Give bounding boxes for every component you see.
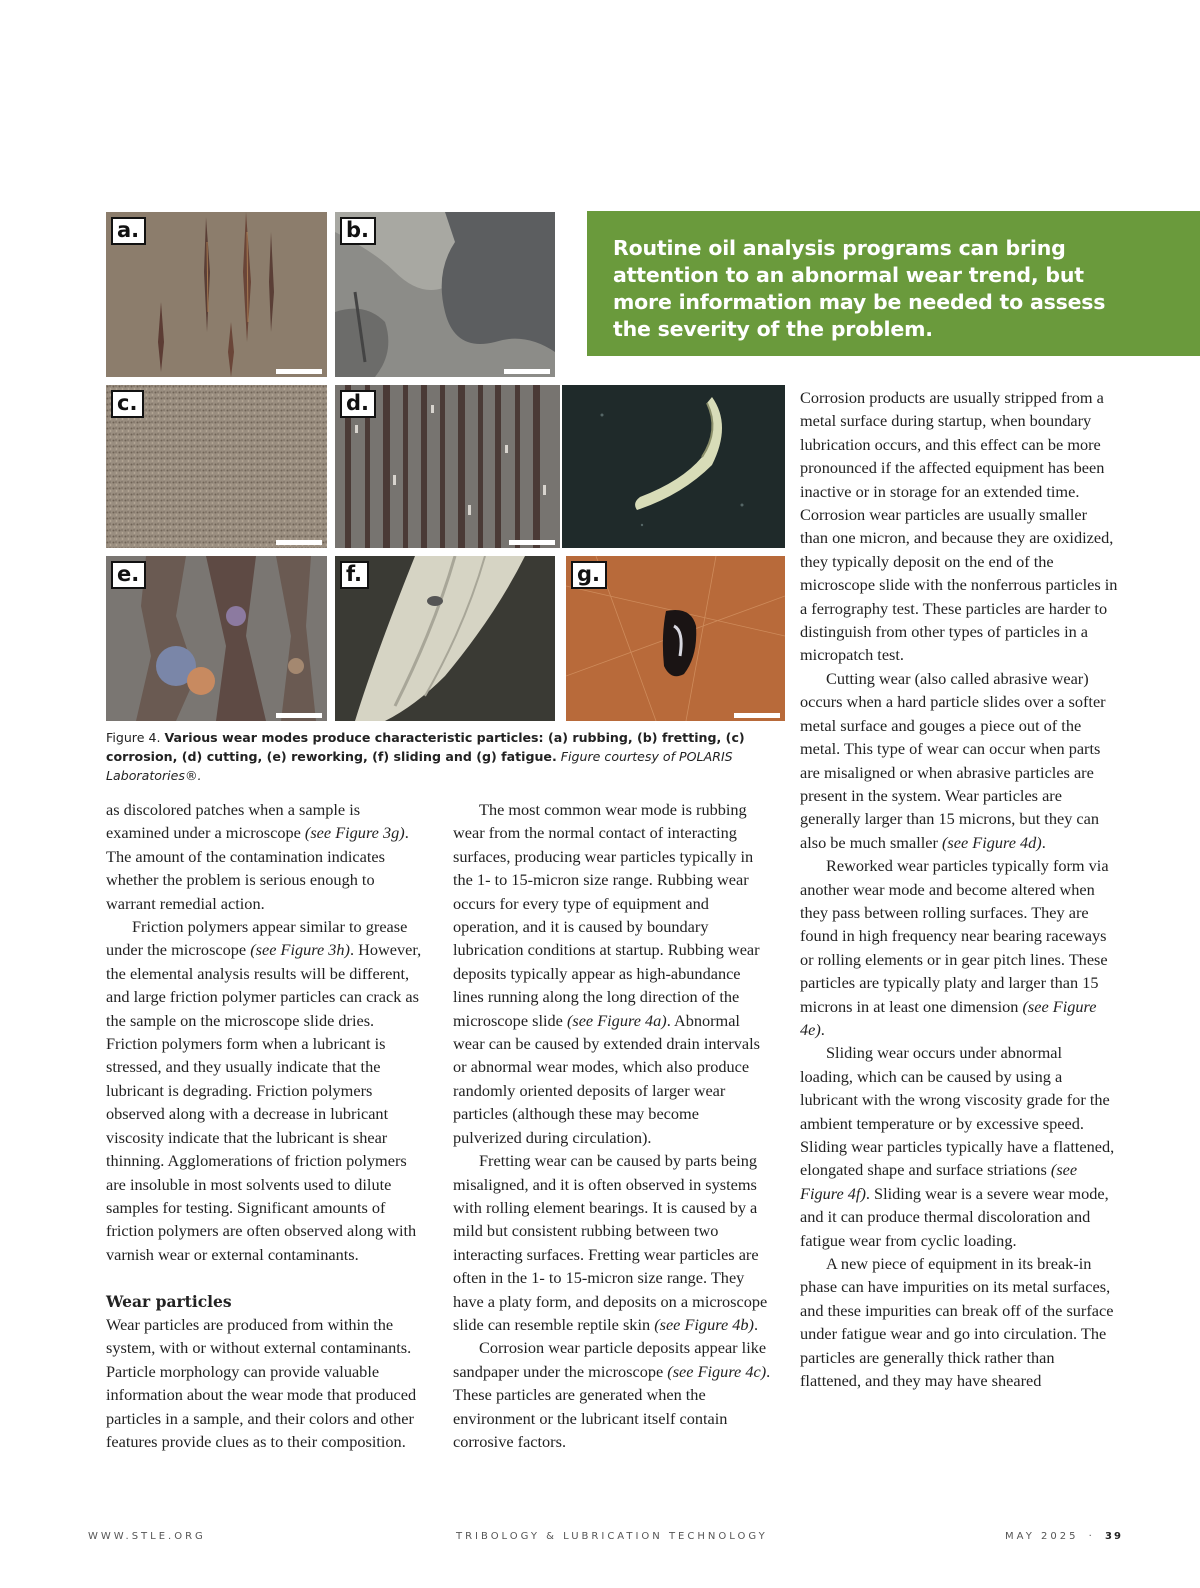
figure-reference: (see Figure 4f): [800, 1160, 1078, 1203]
micrograph-d-cutting: [335, 385, 560, 548]
col3-paragraph-3: [800, 854, 1118, 1041]
col2-paragraph-1: [453, 798, 771, 1149]
col1-paragraph-3: [106, 1313, 426, 1453]
micrograph-b-fretting: [335, 212, 555, 377]
scale-bar-g: [734, 713, 780, 718]
scale-bar-e: [276, 713, 322, 718]
micrograph-g-fatigue: [566, 556, 785, 721]
text-run: . These particles are generated when the environment or the lubricant itself contain corrosive factors.: [453, 1361, 771, 1451]
footer-issue: [1005, 1531, 1123, 1542]
text-run: Wear particles are produced from within the system, with or without external contaminants. Particle morphology can provide valuable information about the wear mode that produced particles in a sample, and their colors and other features provide clues as to their composition.: [106, 1314, 417, 1451]
panel-label-c: c.: [111, 390, 144, 418]
text-column-1: [106, 798, 426, 1453]
figure-reference: (see Figure 3g): [304, 823, 405, 843]
micrograph-cutting-detail: [562, 385, 785, 548]
figure-reference: (see Figure 4a): [566, 1010, 667, 1030]
scale-bar-b: [504, 369, 550, 374]
text-column-3: [800, 386, 1118, 1392]
scale-bar-a: [276, 369, 322, 374]
col2-paragraph-2: [453, 1149, 771, 1336]
footer-separator: ·: [1088, 1531, 1095, 1542]
text-run: as discolored patches when a sample is examined under a microscope: [106, 800, 361, 843]
text-run: Sliding wear occurs under abnormal loading, which can be caused by using a lubricant with the wrong viscosity grade for the ambient temperature or by excessive speed. Sliding wear particles typically have a flattened, elongated shape and surface striations: [800, 1043, 1115, 1180]
col3-paragraph-4: [800, 1041, 1118, 1252]
panel-label-a: a.: [111, 217, 146, 245]
col3-paragraph-2: [800, 667, 1118, 854]
text-run: .: [820, 1019, 825, 1039]
text-run: Reworked wear particles typically form via another wear mode and become altered when they pass between rolling surfaces. They are found in high frequency near bearing raceways or rolling elements or in gear pitch lines. These particles are typically platy and larger than 15 microns in at least one dimension: [800, 856, 1109, 1016]
caption-prefix: Figure 4.: [106, 730, 165, 745]
figure-reference: (see Figure 4c): [667, 1361, 767, 1381]
text-run: The most common wear mode is rubbing wear from the normal contact of interacting surfaces, producing wear particles typically in the 1- to 15-micron size range. Rubbing wear occurs for every type of equipment and operation, and it is caused by boundary lubrication conditions at startup. Rubbing wear deposits typically appear as high-abundance lines running along the long direction of the microscope slide: [453, 800, 760, 1030]
col2-paragraph-3: [453, 1336, 771, 1453]
text-run: . However, the elemental analysis results will be different, and large friction polymer particles can crack as the sample on the microscope slide dries. Friction polymers form when a lubricant is stressed, and they usually indicate that the lubricant is degrading. Friction polymers observed along with a decrease in lubricant viscosity indicate that the lubricant is shear thinning. Agglomerations of friction polymers are insoluble in most solvents used to dilute samples for testing. Significant amounts of friction polymers are often observed along with varnish wear or external contaminants.: [106, 940, 422, 1264]
micrograph-e-reworking: [106, 556, 327, 721]
text-run: . Sliding wear is a severe wear mode, and it can produce thermal discoloration and fatigue wear from cyclic loading.: [800, 1183, 1109, 1250]
section-heading-wear-particles: Wear particles: [106, 1291, 232, 1311]
col3-paragraph-1: [800, 386, 1118, 667]
text-run: .: [1041, 832, 1046, 852]
figure-reference: (see Figure 3h): [250, 940, 350, 960]
footer-date: MAY 2025: [1005, 1531, 1079, 1542]
text-run: Corrosion products are usually stripped from a metal surface during startup, when boundary lubrication occurs, and this effect can be more pronounced if the affected equipment has been inactive or in storage for an extended time. Corrosion wear particles are usually smaller than one micron, and because they are oxidized, they typically deposit on the end of the microscope slide with the nonferrous particles in a ferrography test. These particles are harder to distinguish from other types of particles in a micropatch test.: [800, 388, 1118, 665]
scale-bar-d: [509, 540, 555, 545]
panel-label-f: f.: [340, 561, 369, 589]
footer-website: WWW.STLE.ORG: [88, 1531, 206, 1542]
panel-label-b: b.: [340, 217, 376, 245]
text-run: Fretting wear can be caused by parts being misaligned, and it is often observed in systems with rolling element bearings. It is caused by a mild but consistent rubbing between two interacting surfaces. Fretting wear particles are often in the 1- to 15-micron size range. They have a platy form, and deposits on a microscope slide can resemble reptile skin: [453, 1151, 768, 1334]
figure-reference: (see Figure 4b): [654, 1314, 754, 1334]
figure-caption: [106, 728, 786, 785]
col1-paragraph-1: [106, 798, 426, 915]
figure-reference: (see Figure 4e): [800, 996, 1097, 1039]
caption-description: Various wear modes produce characteristic particles: (a) rubbing, (b) fretting, (c) corrosion, (d) cutting, (e) reworking, (f) sliding and (g) fatigue.: [106, 730, 745, 764]
text-run: Cutting wear (also called abrasive wear) occurs when a hard particle slides over a softer metal surface and gouges a piece out of the metal. This type of wear can occur when parts are misaligned or when abrasive particles are present in the system. Wear particles are generally larger than 15 microns, but they can also be much smaller: [800, 668, 1106, 852]
text-column-2: [453, 798, 771, 1453]
text-run: Corrosion wear particle deposits appear like sandpaper under the microscope: [453, 1338, 767, 1381]
pull-quote-callout: [587, 211, 1200, 356]
col3-paragraph-5: [800, 1252, 1118, 1392]
text-run: .: [753, 1314, 759, 1334]
text-run: A new piece of equipment in its break-in phase can have impurities on its metal surfaces, and these impurities can break off of the surface under fatigue wear and go into circulation. The particles are generally thick rather than flattened, and they may have sheared: [800, 1254, 1114, 1391]
pull-quote-text: Routine oil analysis programs can bring attention to an abnormal wear trend, but more information may be needed to assess the severity of the problem.: [613, 236, 1106, 341]
caption-credit: Figure courtesy of POLARIS Laboratories®.: [106, 749, 733, 783]
footer-publication: TRIBOLOGY & LUBRICATION TECHNOLOGY: [456, 1531, 768, 1542]
page-number: 39: [1105, 1531, 1123, 1542]
text-run: . The amount of the contamination indicates whether the problem is serious enough to warrant remedial action.: [106, 823, 409, 913]
text-run: . Abnormal wear can be caused by extended drain intervals or abnormal wear modes, which also produce randomly oriented deposits of larger wear particles (although these may become pulverized during circulation).: [453, 1010, 760, 1147]
figure-reference: (see Figure 4d): [941, 832, 1042, 852]
micrograph-c-corrosion: [106, 385, 327, 548]
micrograph-f-sliding: [335, 556, 555, 721]
panel-label-e: e.: [111, 561, 146, 589]
scale-bar-c: [276, 540, 322, 545]
micrograph-a-rubbing: [106, 212, 327, 377]
panel-label-g: g.: [571, 561, 607, 589]
text-run: Friction polymers appear similar to grease under the microscope: [106, 917, 408, 960]
panel-label-d: d.: [340, 390, 376, 418]
col1-paragraph-2: [106, 915, 426, 1266]
